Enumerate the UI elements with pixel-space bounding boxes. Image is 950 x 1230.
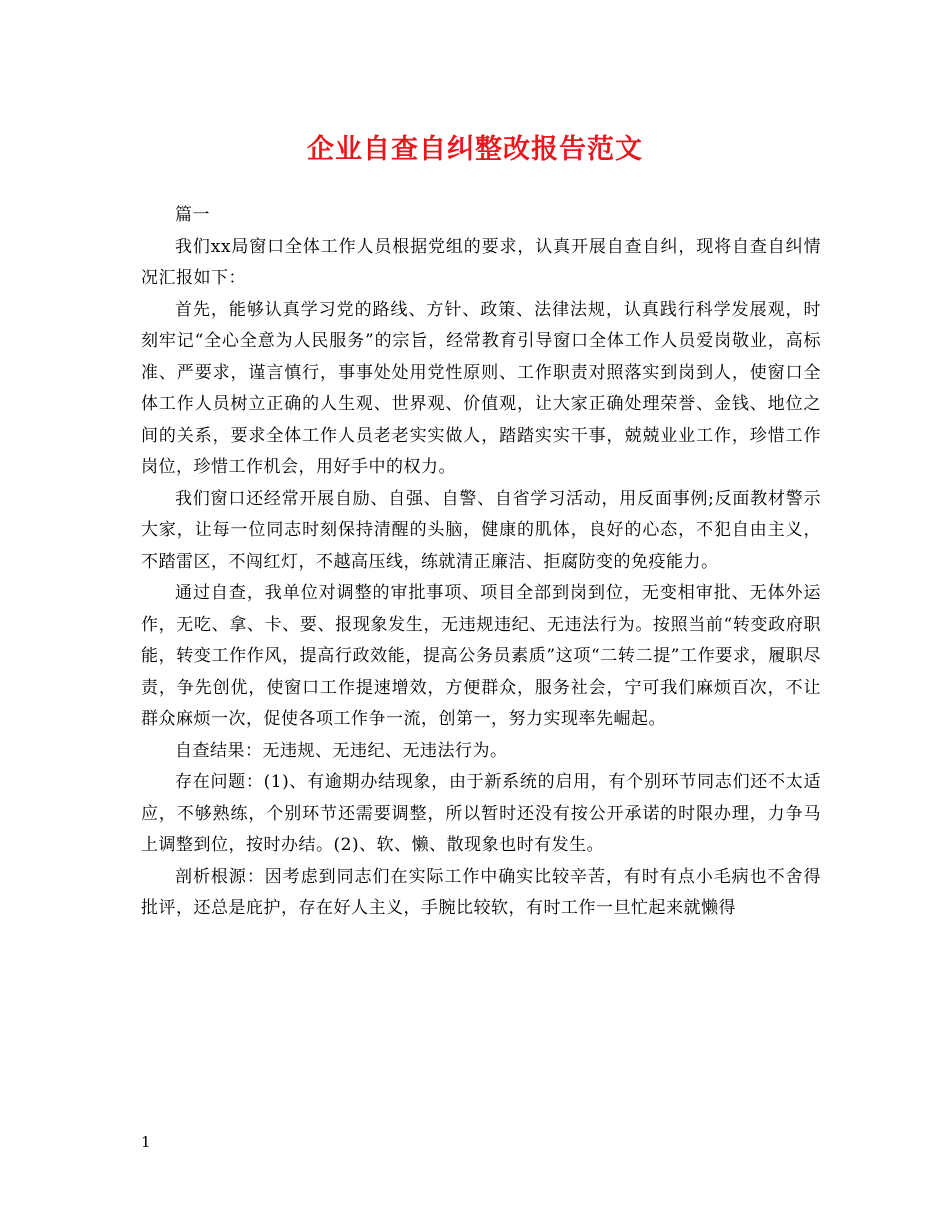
page-number: 1 — [141, 1133, 151, 1151]
document-title: 企业自查自纠整改报告范文 — [307, 134, 643, 165]
paragraph: 自查结果：无违规、无违纪、无违法行为。 — [175, 740, 508, 761]
document-body — [141, 200, 821, 925]
paragraph: 剖析根源：因考虑到同志们在实际工作中确实比较辛苦，有时有点小毛病也不舍得批评，还总是庇护，存在好人主义，手腕比较软，有时工作一旦忙起来就懒得 — [141, 866, 821, 918]
section-heading: 篇一 — [175, 205, 210, 225]
paragraph: 通过自查，我单位对调整的审批事项、项目全部到岗到位，无变相审批、无体外运作，无吃、拿、卡、要、报现象发生，无违规违纪、无违法行为。按照当前“转变政府职能，转变工作作风，提高行政效能，提高公务员素质”这项“二转二提”工作要求，履职尽责，争先创优，使窗口工作提速增效，方便群众，服务社会，宁可我们麻烦百次，不让群众麻烦一次，促使各项工作争一流，创第一，努力实现率先崛起。 — [141, 583, 821, 729]
paragraph: 存在问题：(1)、有逾期办结现象，由于新系统的启用，有个别环节同志们还不太适应，不够熟练，个别环节还需要调整，所以暂时还没有按公开承诺的时限办理，力争马上调整到位，按时办结。(2)、软、懒、散现象也时有发生。 — [141, 772, 821, 855]
paragraph: 我们xx局窗口全体工作人员根据党组的要求，认真开展自查自纠，现将自查自纠情况汇报如下： — [141, 236, 821, 288]
paragraph: 我们窗口还经常开展自励、自强、自警、自省学习活动，用反面事例;反面教材警示大家，让每一位同志时刻保持清醒的头脑，健康的肌体，良好的心态，不犯自由主义，不踏雷区，不闯红灯，不越高压线，练就清正廉洁、拒腐防变的免疫能力。 — [141, 488, 821, 572]
paragraph: 首先，能够认真学习党的路线、方针、政策、法律法规，认真践行科学发展观，时刻牢记“全心全意为人民服务”的宗旨，经常教育引导窗口全体工作人员爱岗敬业，高标准、严要求，谨言慎行，事事处处用党性原则、工作职责对照落实到岗到人，使窗口全体工作人员树立正确的人生观、世界观、价值观，让大家正确处理荣誉、金钱、地位之间的关系，要求全体工作人员老老实实做人，踏踏实实干事，兢兢业业工作，珍惜工作岗位，珍惜工作机会，用好手中的权力。 — [141, 299, 821, 477]
